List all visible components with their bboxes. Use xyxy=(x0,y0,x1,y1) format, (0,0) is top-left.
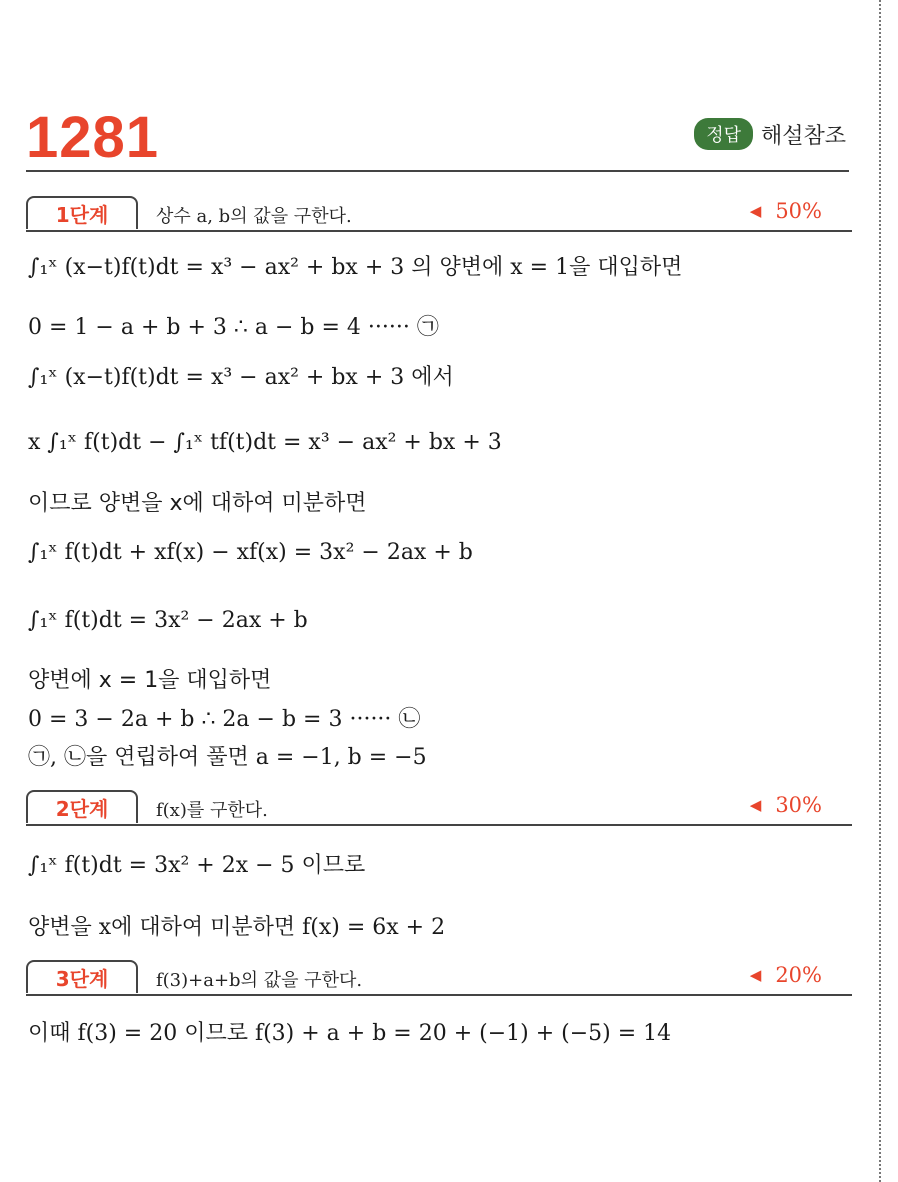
step-1-label: 1단계 xyxy=(26,196,138,229)
page-edge-dotted-line xyxy=(879,0,881,1182)
step-1-title: 상수 a, b의 값을 구한다. xyxy=(156,206,352,227)
step-2-header xyxy=(26,790,852,826)
step-3-header xyxy=(26,960,852,996)
solution-line-10: ㉠, ㉡을 연립하여 풀면 a = −1, b = −5 xyxy=(28,745,427,770)
solution-line-13: 이때 f(3) = 20 이므로 f(3) + a + b = 20 + (−1) + (−5) = 14 xyxy=(28,1021,672,1046)
step-3-title: f(3)+a+b의 값을 구한다. xyxy=(156,970,363,991)
solution-line-4: x ∫₁ˣ f(t)dt − ∫₁ˣ tf(t)dt = x³ − ax² + bx + 3 xyxy=(28,430,502,455)
answer-text: 해설참조 xyxy=(760,123,846,149)
solution-line-3: ∫₁ˣ (x−t)f(t)dt = x³ − ax² + bx + 3 에서 xyxy=(28,365,454,390)
step-1-header xyxy=(26,196,852,232)
problem-number: 1281 xyxy=(26,105,160,170)
triangle-left-icon: ◀ xyxy=(749,966,762,984)
step-1-percent: ◀ 50% xyxy=(749,199,822,223)
solution-line-5: 이므로 양변을 x에 대하여 미분하면 xyxy=(28,491,367,516)
answer-badge: 정답 xyxy=(694,118,753,150)
solution-line-7: ∫₁ˣ f(t)dt = 3x² − 2ax + b xyxy=(28,608,308,633)
step-2-label: 2단계 xyxy=(26,790,138,823)
triangle-left-icon: ◀ xyxy=(749,202,762,220)
answer-header xyxy=(694,118,846,150)
solution-line-6: ∫₁ˣ f(t)dt + xf(x) − xf(x) = 3x² − 2ax + b xyxy=(28,540,473,565)
step-2-title: f(x)를 구한다. xyxy=(156,800,268,821)
step-3-percent: ◀ 20% xyxy=(749,963,822,987)
solution-line-1: ∫₁ˣ (x−t)f(t)dt = x³ − ax² + bx + 3 의 양변에 x = 1을 대입하면 xyxy=(28,255,683,280)
solution-line-9: 0 = 3 − 2a + b ∴ 2a − b = 3 ······ ㉡ xyxy=(28,707,421,732)
triangle-left-icon: ◀ xyxy=(749,796,762,814)
step-2-percent: ◀ 30% xyxy=(749,793,822,817)
solution-line-8: 양변에 x = 1을 대입하면 xyxy=(28,668,272,693)
header-rule xyxy=(26,170,849,172)
solution-line-2: 0 = 1 − a + b + 3 ∴ a − b = 4 ······ ㉠ xyxy=(28,315,439,340)
solution-line-12: 양변을 x에 대하여 미분하면 f(x) = 6x + 2 xyxy=(28,915,446,940)
solution-line-11: ∫₁ˣ f(t)dt = 3x² + 2x − 5 이므로 xyxy=(28,853,366,878)
step-3-label: 3단계 xyxy=(26,960,138,993)
